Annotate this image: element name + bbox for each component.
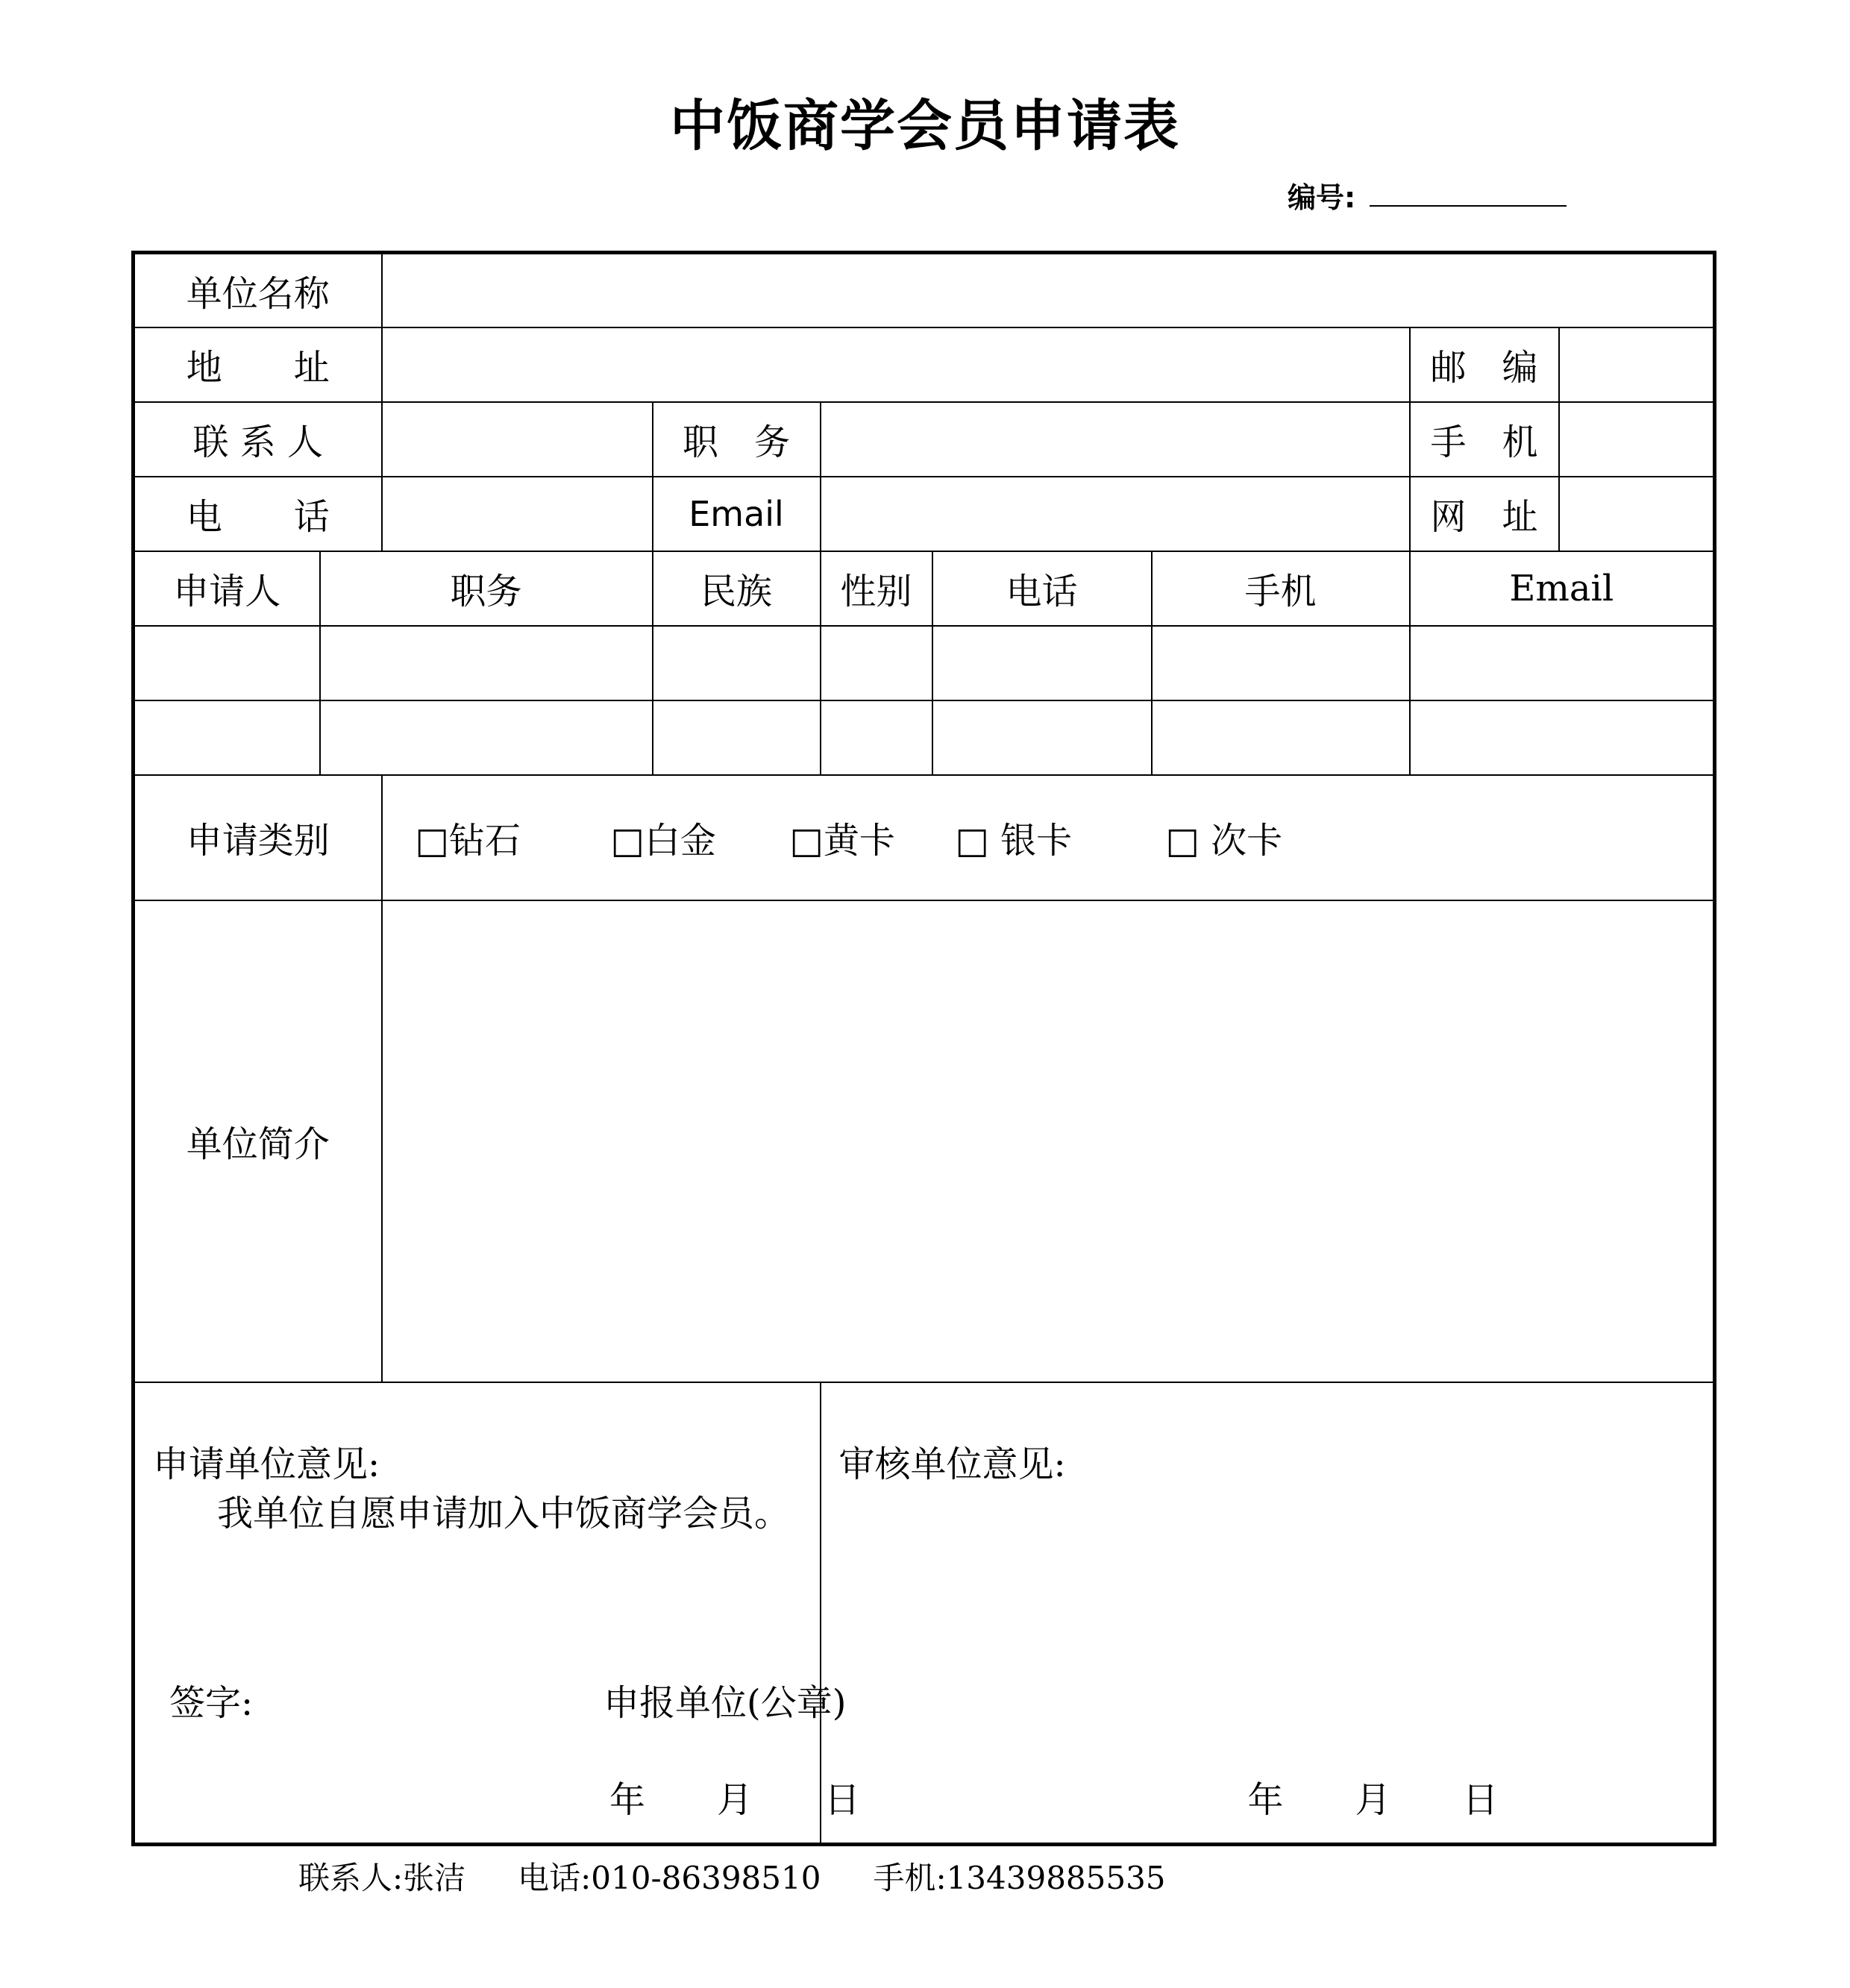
applicant-name-cell[interactable] — [134, 626, 320, 700]
applicant-ethnicity-cell[interactable] — [653, 700, 821, 775]
postcode-label: 邮 编 — [1410, 327, 1559, 402]
applicant-phone-cell[interactable] — [932, 700, 1152, 775]
applicant-email-header: Email — [1410, 551, 1715, 626]
footer-phone: 电话:010-86398510 — [518, 1860, 821, 1896]
applicant-phone-header: 电话 — [932, 551, 1152, 626]
applicant-name-cell[interactable] — [134, 700, 320, 775]
applicant-header: 申请人 — [134, 551, 320, 626]
phone-label: 电 话 — [134, 477, 382, 551]
mobile-field[interactable] — [1559, 402, 1715, 477]
address-field[interactable] — [382, 327, 1410, 402]
applicant-seal-label: 申报单位(公章) — [603, 1681, 847, 1724]
contact-label: 联 系 人 — [134, 402, 382, 477]
mobile-label: 手 机 — [1410, 402, 1559, 477]
company-intro-label: 单位简介 — [134, 900, 382, 1382]
applicant-mobile-cell[interactable] — [1152, 626, 1410, 700]
applicant-email-cell[interactable] — [1410, 700, 1715, 775]
applicant-date-label: 年 月 日 — [609, 1778, 861, 1821]
review-date-label: 年 月 日 — [1247, 1778, 1499, 1821]
company-intro-field[interactable] — [382, 900, 1715, 1382]
phone-field[interactable] — [382, 477, 653, 551]
serial-number-label: 编号: — [1288, 181, 1356, 214]
position-label: 职 务 — [653, 402, 821, 477]
applicant-mobile-header: 手机 — [1152, 551, 1410, 626]
applicant-ethnicity-cell[interactable] — [653, 626, 821, 700]
category-options — [382, 775, 1715, 900]
applicant-position-cell[interactable] — [320, 700, 653, 775]
category-silver-checkbox[interactable]: □ 银卡 — [955, 820, 1073, 862]
applicant-opinion-cell — [134, 1382, 861, 1845]
form-title: 中饭商学会员申请表 — [670, 94, 1180, 158]
applicant-row — [134, 626, 1715, 700]
applicant-row — [134, 700, 1715, 775]
applicant-opinion-statement: 我单位自愿申请加入中饭商学会员。 — [217, 1492, 791, 1534]
footer-contact: 联系人:张洁 — [298, 1860, 466, 1896]
footer-contact-info — [298, 1854, 1218, 1898]
company-name-label: 单位名称 — [134, 253, 382, 327]
applicant-gender-cell[interactable] — [821, 626, 932, 700]
website-label: 网 址 — [1410, 477, 1559, 551]
category-gold-checkbox[interactable]: □黄卡 — [789, 820, 895, 862]
position-field[interactable] — [821, 402, 1410, 477]
email-label: Email — [653, 477, 821, 551]
applicant-phone-cell[interactable] — [932, 626, 1152, 700]
applicant-position-cell[interactable] — [320, 626, 653, 700]
gender-header: 性别 — [821, 551, 932, 626]
ethnicity-header: 民族 — [653, 551, 821, 626]
applicant-mobile-cell[interactable] — [1152, 700, 1410, 775]
website-field[interactable] — [1559, 477, 1715, 551]
application-form-table — [131, 251, 1716, 1846]
applicant-gender-cell[interactable] — [821, 700, 932, 775]
category-pass-checkbox[interactable]: □ 次卡 — [1165, 820, 1283, 862]
category-diamond-checkbox[interactable]: □钻石 — [415, 820, 521, 862]
serial-number-field[interactable] — [1370, 205, 1567, 207]
contact-field[interactable] — [382, 402, 653, 477]
email-field[interactable] — [821, 477, 1410, 551]
footer-mobile: 手机:13439885535 — [873, 1860, 1166, 1896]
address-label: 地 址 — [134, 327, 382, 402]
signature-label: 签字: — [169, 1681, 254, 1724]
applicant-email-cell[interactable] — [1410, 626, 1715, 700]
category-label: 申请类别 — [134, 775, 382, 900]
review-opinion-heading: 审核单位意见: — [838, 1443, 1066, 1485]
postcode-field[interactable] — [1559, 327, 1715, 402]
category-platinum-checkbox[interactable]: □白金 — [610, 820, 716, 862]
review-opinion-cell — [821, 1382, 1715, 1845]
company-name-field[interactable] — [382, 253, 1715, 327]
applicant-position-header: 职务 — [320, 551, 653, 626]
applicant-opinion-heading: 申请单位意见: — [153, 1443, 380, 1485]
